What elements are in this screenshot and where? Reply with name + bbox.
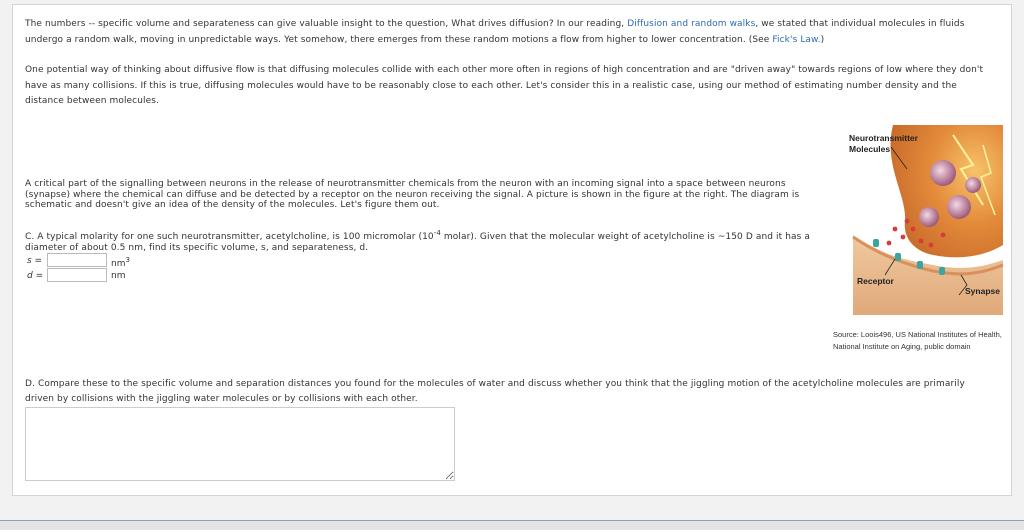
s-unit-text: nm (111, 259, 126, 269)
s-label: s = (27, 256, 43, 266)
part-c-exponent: -4 (433, 229, 441, 237)
part-d-question: D. Compare these to the specific volume and separation distances you found for the molecules of water and discuss whether you think that the jiggling motion of the acetylcholine molecules are primarily driven by collisions with the jiggling water molecules or by collisions with each other. (25, 379, 965, 404)
intro-paragraph-1 (25, 17, 995, 48)
s-unit-exponent: 3 (125, 256, 130, 264)
neurotransmitter-molecules-label: Neurotransmitter Molecules (849, 133, 918, 154)
synapse-figure (833, 125, 1003, 315)
d-unit: nm (111, 271, 126, 281)
signalling-paragraph: A critical part of the signalling between neurons in the release of neurotransmitter chemicals from the neuron with an incoming signal into a space between neurons (synapse) where the chemical can diffuse and be detected by a receptor on the neuron receiving the signal. A picture is shown in the figure at the right. The diagram is schematic and doesn't give an idea of the density of the molecules. Let's figure them out. (25, 179, 800, 210)
receptor-label: Receptor (857, 276, 894, 286)
intro-paragraph-2: One potential way of thinking about diffusive flow is that diffusing molecules collide with each other more often in regions of high concentration and are "driven away" towards regions of low where they don't have as many collisions. If this is true, diffusing molecules would have to be reasonably close to each other. Let's consider this in a realistic case, using our method of estimating number density and the distance between molecules. (25, 65, 984, 106)
synapse-label: Synapse (965, 286, 1000, 296)
diffusion-random-walks-link[interactable]: Diffusion and random walks (627, 19, 756, 29)
specific-volume-input[interactable] (47, 253, 107, 267)
intro-text-a: The numbers -- specific volume and separateness can give valuable insight to the question, What drives diffusion? In our reading, (25, 19, 628, 29)
s-unit (111, 256, 130, 269)
question-card (12, 4, 1012, 496)
part-c-text-b: molar). Given that the molecular weight of acetylcholine is ~150 D and it has a diameter of about 0.5 nm, find its specific volume, s, and separateness, d. (25, 232, 810, 253)
intro-text-c: ) (820, 34, 825, 45)
separateness-input[interactable] (47, 268, 107, 282)
part-c-text-a: C. A typical molarity for one such neurotransmitter, acetylcholine, is 100 micromolar (10 (25, 232, 434, 242)
discussion-answer-textarea[interactable] (25, 407, 455, 481)
intro-text-b: , we stated that individual molecules in fluids undergo a random walk, moving in unpredictable ways. Yet somehow, there emerges from these random motions a flow from higher to lower concentration. (See (25, 19, 965, 45)
figure-source: Source: Loois496, US National Institutes of Health, National Institute on Aging, public domain (833, 330, 1002, 351)
d-label: d = (27, 271, 44, 281)
ficks-law-link[interactable]: Fick's Law. (772, 34, 821, 45)
part-c-question (25, 228, 825, 253)
